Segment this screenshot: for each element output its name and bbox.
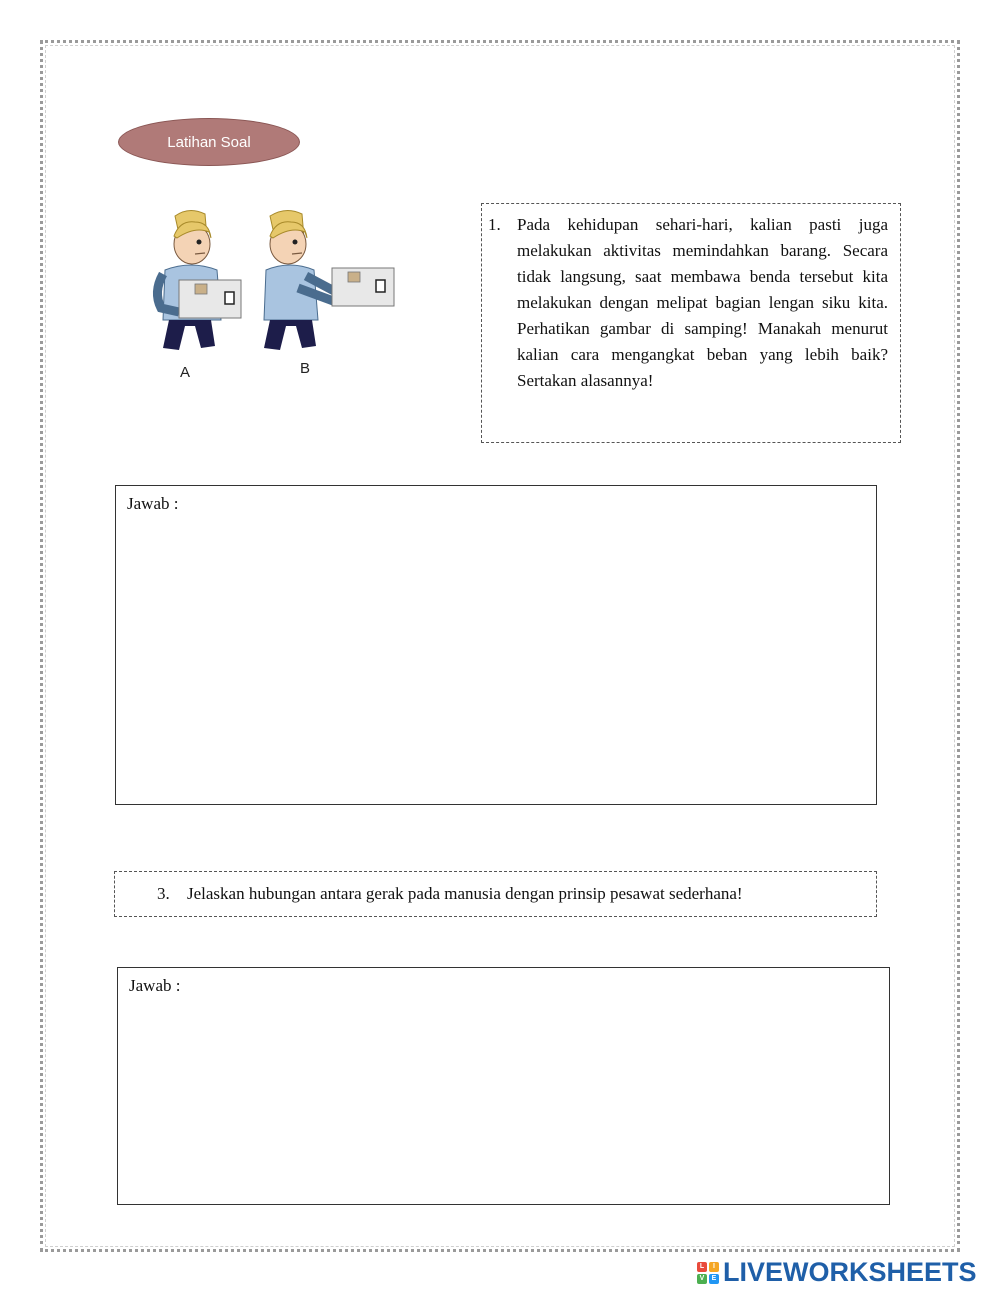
answer-1-label: Jawab : xyxy=(127,494,179,513)
question-3-box xyxy=(114,871,877,917)
question-3-text: Jelaskan hubungan antara gerak pada manusia dengan prinsip pesawat sederhana! xyxy=(187,884,743,903)
liveworksheets-logo-icon xyxy=(697,1262,719,1284)
figure-b-label: B xyxy=(300,360,311,377)
answer-1-box[interactable] xyxy=(115,485,877,805)
question-3-number: 3. xyxy=(157,884,170,903)
logo-mark-v: V xyxy=(697,1274,707,1284)
figure-a-man-carrying-box xyxy=(135,208,250,353)
liveworksheets-logo xyxy=(697,1257,977,1288)
figure-a-label: A xyxy=(180,364,191,381)
answer-3-box[interactable] xyxy=(117,967,890,1205)
logo-mark-i: I xyxy=(709,1262,719,1272)
question-1-box xyxy=(481,203,901,443)
logo-mark-l: L xyxy=(697,1262,707,1272)
question-1-text: Pada kehidupan sehari-hari, kalian pasti juga melakukan aktivitas memindahkan barang. Secara tidak langsung, saat membawa benda tersebut kita melakukan dengan melipat bagian lengan siku kita. Perhatikan gambar di samping! Manakah menurut kalian cara mengangkat beban yang lebih baik? Sertakan alasannya! xyxy=(517,215,888,390)
figure-b-man-carrying-box xyxy=(262,208,402,353)
section-badge xyxy=(118,118,300,166)
question-1-number: 1. xyxy=(488,215,501,234)
answer-3-label: Jawab : xyxy=(129,976,181,995)
section-badge-label: Latihan Soal xyxy=(167,133,251,151)
liveworksheets-logo-text: LIVEWORKSHEETS xyxy=(723,1257,977,1287)
logo-mark-e: E xyxy=(709,1274,719,1284)
